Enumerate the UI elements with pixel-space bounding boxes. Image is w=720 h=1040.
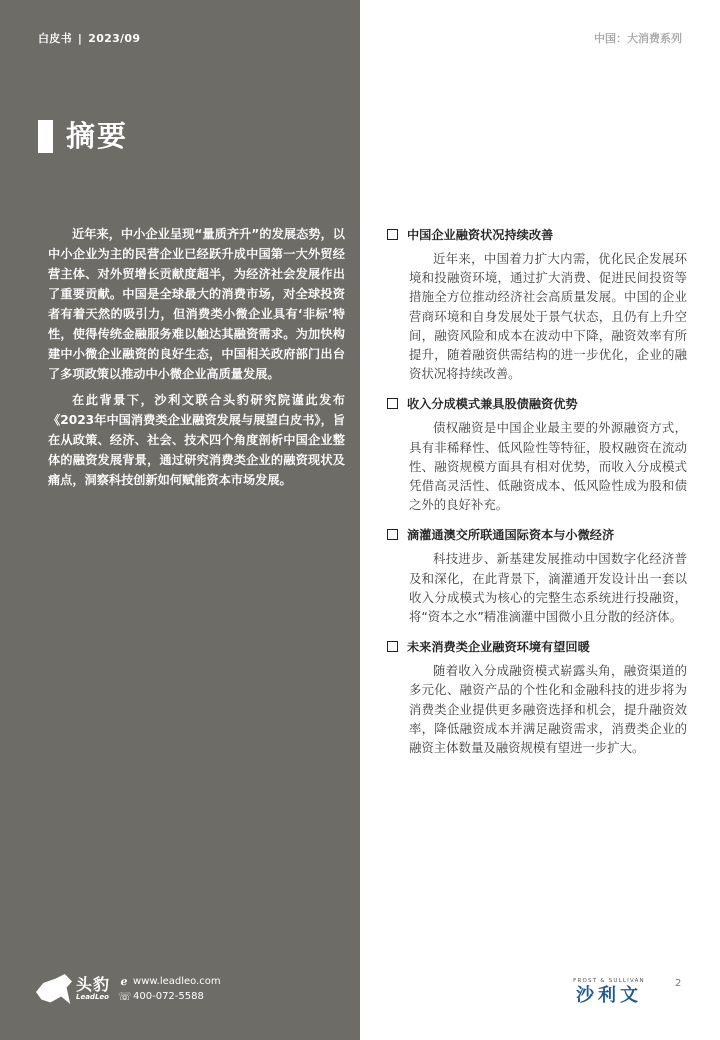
section-heading: [387, 524, 687, 544]
title-marker: [38, 120, 53, 153]
section-title: 滴灌通澳交所联通国际资本与小微经济: [407, 527, 615, 542]
section-body: 近年来，中国着力扩大内需，优化民企发展环境和投融资环境，通过扩大消费、促进民间投资等措施全方位推动经济社会高质量发展。中国的企业营商环境和自身发展处于景气状态，且仍有上升空间，融资风险和成本在波动中下降，融资效率有所提升，随着融资供需结构的进一步优化，企业的融资状况将持续改善。: [409, 251, 687, 382]
web-icon: ℯ: [120, 975, 128, 988]
website-link[interactable]: www.leadleo.com: [133, 976, 221, 987]
summary-text: [48, 224, 345, 496]
series-label: 中国：大消费系列: [594, 32, 682, 45]
summary-paragraph: 近年来，中小企业呈现“量质齐升”的发展态势，以中小企业为主的民营企业已经跃升成中国第一大外贸经营主体、对外贸增长贡献度超半，为经济社会发展作出了重要贡献。中国是全球最大的消费市场，对全球投资者有着天然的吸引力，但消费类小微企业具有‘非标’特性，使得传统金融服务难以触达其融资需求。为加快构建中小微企业融资的良好生态，中国相关政府部门出台了多项政策以推动中小微企业高质量发展。: [48, 227, 345, 381]
checkbox-icon: [387, 398, 398, 409]
section-body: 科技进步、新基建发展推动中国数字化经济普及和深化，在此背景下，滴灌通开发设计出一套以收入分成模式为核心的完整生态系统进行投融资，将“资本之水”精准滴灌中国微小且分散的经济体。: [409, 551, 687, 625]
section-title: 收入分成模式兼具股债融资优势: [407, 396, 578, 411]
website-line: [118, 974, 221, 989]
section-international-capital: [387, 524, 687, 626]
doc-type: 白皮书: [38, 32, 72, 45]
brand-block: [76, 976, 110, 1002]
section-body: 随着收入分成融资模式崭露头角，融资渠道的多元化、融资产品的个性化和金融科技的进步将为消费类企业提供更多融资选择和机会，提升融资效率，降低融资成本并满足融资需求，消费类企业的融资主体数量及融资规模有望进一步扩大。: [409, 663, 687, 756]
doc-date: 2023/09: [88, 32, 141, 45]
page-number: 2: [675, 978, 682, 989]
section-future-outlook: [387, 636, 687, 757]
checkbox-icon: [387, 229, 398, 240]
phone-icon: ☏: [118, 990, 132, 1003]
section-heading: [387, 393, 687, 413]
key-findings: [387, 224, 687, 767]
header-separator: |: [77, 32, 83, 45]
page-title: 摘要: [66, 119, 129, 153]
section-heading: [387, 224, 687, 244]
leopard-icon: [36, 974, 72, 1004]
partner-name-cn: 沙利文: [576, 985, 642, 1006]
section-title: 未来消费类企业融资环境有望回暖: [407, 639, 590, 654]
section-revenue-sharing: [387, 393, 687, 514]
section-title: 中国企业融资状况持续改善: [407, 227, 554, 242]
section-body: 债权融资是中国企业最主要的外源融资方式，具有非稀释性、低风险性等特征，股权融资在流动性、融资规模方面具有相对优势，而收入分成模式凭借高灵活性、低融资成本、低风险性成为股和债之外的良好补充。: [409, 420, 687, 513]
brand-name-cn: 头豹: [76, 975, 111, 994]
checkbox-icon: [387, 529, 398, 540]
header-left: [38, 30, 140, 46]
frost-sullivan-logo: [560, 977, 658, 1007]
phone-number: 400-072-5588: [133, 991, 204, 1002]
section-heading: [387, 636, 687, 656]
phone-line: [118, 989, 221, 1004]
brand-name-en: LeadLeo: [76, 993, 109, 1001]
leadleo-logo: [36, 974, 221, 1004]
summary-paragraph: 在此背景下，沙利文联合头豹研究院谨此发布《2023年中国消费类企业融资发展与展望白皮书》，旨在从政策、经济、社会、技术四个角度剖析中国企业整体的融资发展背景，通过研究消费类企业的融资现状及痛点，洞察科技创新如何赋能资本市场发展。: [48, 393, 345, 487]
contact-block: [118, 974, 221, 1004]
section-financing-improvement: [387, 224, 687, 383]
checkbox-icon: [387, 641, 398, 652]
partner-name-en: FROST & SULLIVAN: [573, 978, 645, 984]
